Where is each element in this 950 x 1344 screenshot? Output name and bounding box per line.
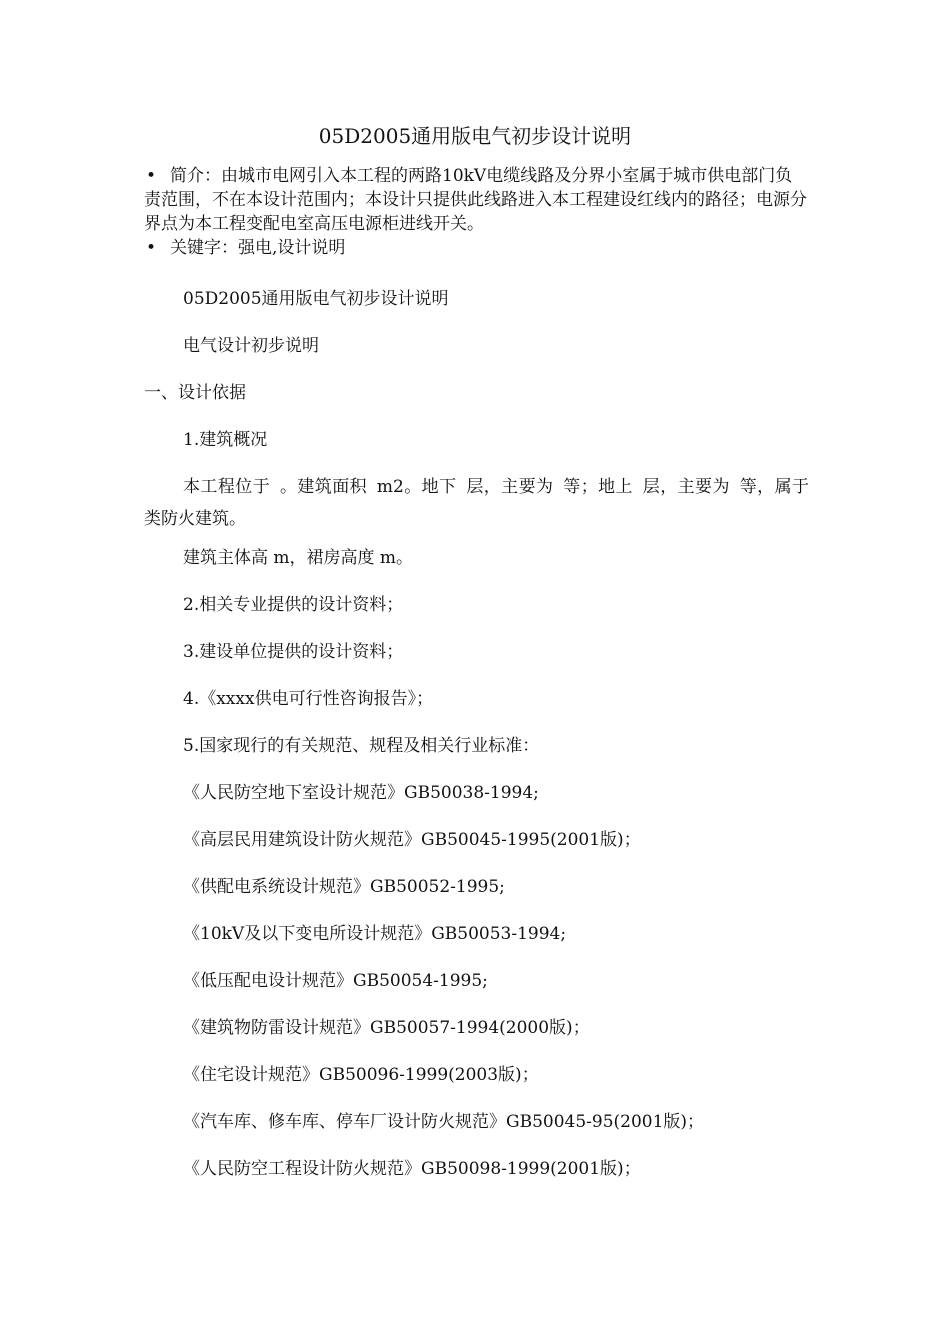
standard-reference: 《汽车库、修车库、停车厂设计防火规范》GB50045-95(2001版)； xyxy=(183,1112,705,1132)
list-item: 4.《xxxx供电可行性咨询报告》； xyxy=(183,689,434,709)
standard-reference: 《人民防空工程设计防火规范》GB50098-1999(2001版)； xyxy=(183,1159,641,1179)
summary-bullet xyxy=(144,164,809,236)
bullet-marker: • xyxy=(146,238,157,258)
document-title: 05D2005通用版电气初步设计说明 xyxy=(318,124,632,148)
section-heading: 电气设计初步说明 xyxy=(183,336,319,356)
standard-reference: 《住宅设计规范》GB50096-1999(2003版)； xyxy=(183,1065,539,1085)
standard-reference: 《人民防空地下室设计规范》GB50038-1994; xyxy=(183,783,539,803)
list-item-heading: 1.建筑概况 xyxy=(183,430,268,450)
body-paragraph: 建筑主体高 m，裙房高度 m。 xyxy=(183,548,414,568)
list-item: 5.国家现行的有关规范、规程及相关行业标准： xyxy=(183,736,540,756)
keywords-bullet xyxy=(144,236,809,260)
list-item: 3.建设单位提供的设计资料； xyxy=(183,642,404,662)
summary-bullet-list xyxy=(144,164,809,260)
standard-reference: 《10kV及以下变电所设计规范》GB50053-1994; xyxy=(183,924,567,944)
body-title: 05D2005通用版电气初步设计说明 xyxy=(183,289,449,309)
standard-reference: 《供配电系统设计规范》GB50052-1995; xyxy=(183,877,505,897)
body-paragraph: 本工程位于 。建筑面积 m2。地下 层，主要为 等；地上 层，主要为 等，属于 类防火建筑。 xyxy=(144,477,809,529)
summary-text: 简介：由城市电网引入本工程的两路10kV电缆线路及分界小室属于城市供电部门负责范围，不在本设计范围内；本设计只提供此线路进入本工程建设红线内的路径；电源分界点为本工程变配电室高压电源柜进线开关。 xyxy=(144,166,807,234)
standard-reference: 《建筑物防雷设计规范》GB50057-1994(2000版)； xyxy=(183,1018,590,1038)
standard-reference: 《低压配电设计规范》GB50054-1995; xyxy=(183,971,488,991)
chapter-heading: 一、设计依据 xyxy=(144,383,246,403)
list-item: 2.相关专业提供的设计资料； xyxy=(183,595,404,615)
bullet-marker: • xyxy=(146,166,157,186)
keywords-text: 关键字：强电,设计说明 xyxy=(170,238,346,258)
standard-reference: 《高层民用建筑设计防火规范》GB50045-1995(2001版)； xyxy=(183,830,641,850)
